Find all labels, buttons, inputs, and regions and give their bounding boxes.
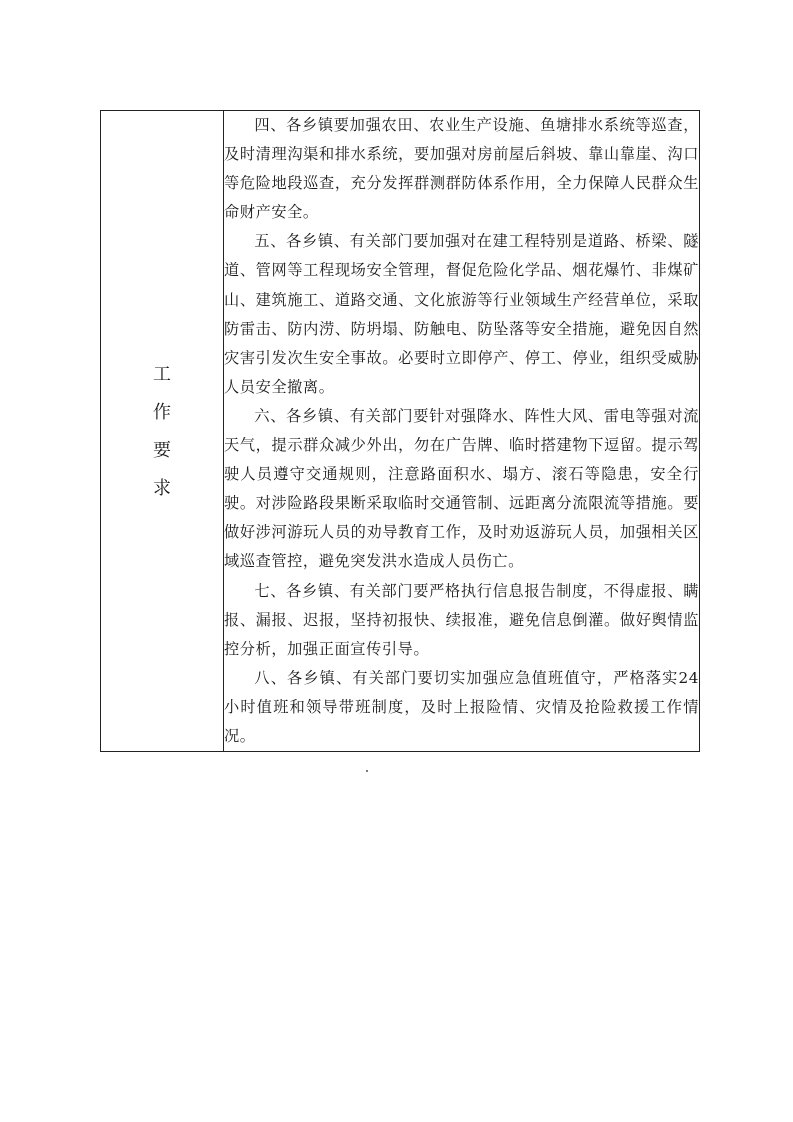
paragraph-five: 五、各乡镇、有关部门要加强对在建工程特别是道路、桥梁、隧道、管网等工程现场安全管理，督促危险化学品、烟花爆竹、非煤矿山、建筑施工、道路交通、文化旅游等行业领域生产经营单位，采取防雷击、防内涝、防坍塌、防触电、防坠落等安全措施，避免因自然灾害引发次生安全事故。必要时立即停产、停工、停业，组织受威胁人员安全撤离。 — [224, 232, 699, 396]
paragraph-seven: 七、各乡镇、有关部门要严格执行信息报告制度，不得虚报、瞒报、漏报、迟报，坚持初报快、续报准，避免信息倒灌。做好舆情监控分析，加强正面宣传引导。 — [224, 581, 699, 658]
label-char: 工 — [153, 363, 171, 385]
label-char: 求 — [153, 477, 171, 499]
label-char: 作 — [153, 401, 171, 423]
work-requirements-table — [100, 110, 700, 752]
label-cell — [101, 111, 224, 752]
paragraph-six: 六、各乡镇、有关部门要针对强降水、阵性大风、雷电等强对流天气，提示群众减少外出，勿在广告牌、临时搭建物下逗留。提示驾驶人员遵守交通规则，注意路面积水、塌方、滚石等隐患，安全行驶。对涉险路段果断采取临时交通管制、远距离分流限流等措施。要做好涉河游玩人员的劝导教育工作，及时劝返游玩人员，加强相关区域巡查管控，避免突发洪水造成人员伤亡。 — [224, 406, 699, 571]
paragraph-four: 四、各乡镇要加强农田、农业生产设施、鱼塘排水系统等巡查，及时清理沟渠和排水系统，要加强对房前屋后斜坡、靠山靠崖、沟口等危险地段巡查，充分发挥群测群防体系作用，全力保障人民群众生命财产安全。 — [224, 116, 699, 222]
label-char: 要 — [153, 439, 171, 461]
scan-speck — [366, 770, 368, 772]
table-row — [101, 111, 700, 752]
content-cell — [224, 111, 700, 752]
paragraph-eight: 八、各乡镇、有关部门要切实加强应急值班值守，严格落实24小时值班和领导带班制度，及时上报险情、灾情及抢险救援工作情况。 — [224, 668, 699, 745]
